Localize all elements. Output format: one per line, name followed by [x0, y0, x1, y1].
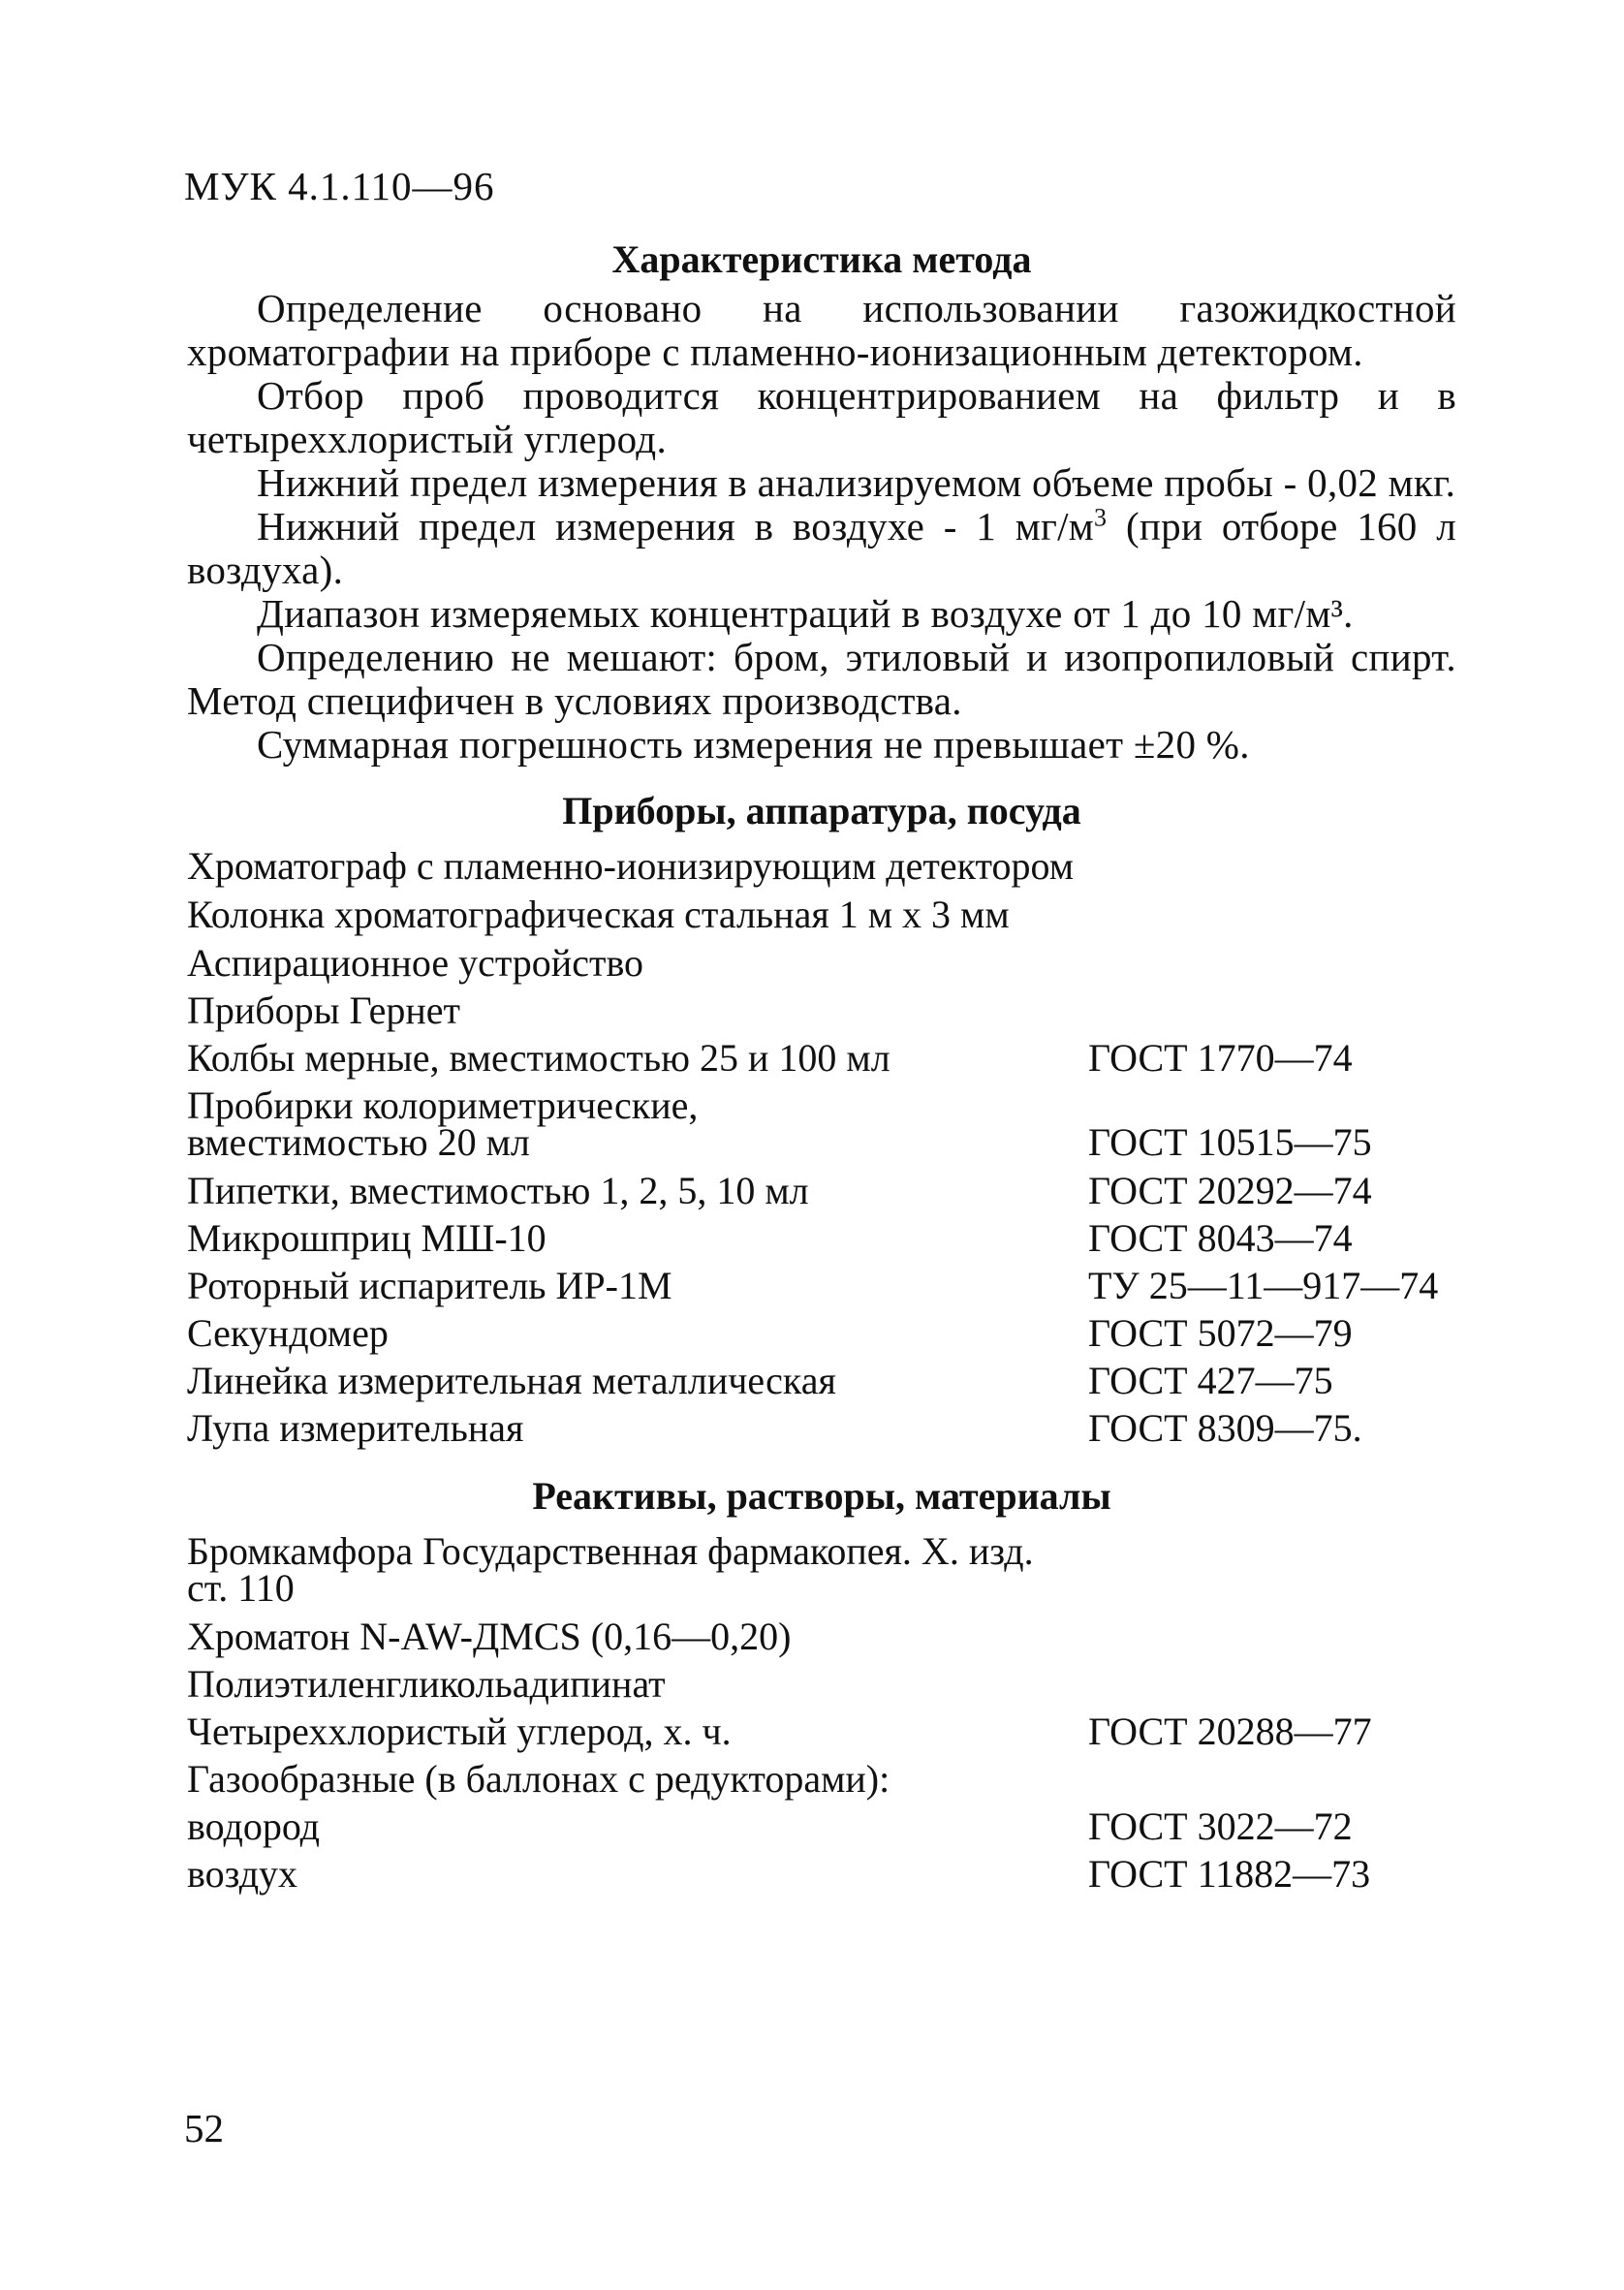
- list-item: [187, 842, 1456, 891]
- item-standard: ГОСТ 3022—72: [1088, 1804, 1353, 1848]
- item-name: Роторный испаритель ИР-1М: [187, 1264, 672, 1307]
- list-item: [187, 891, 1456, 939]
- item-standard: ГОСТ 20292—74: [1088, 1169, 1372, 1212]
- list-item: [187, 1404, 1456, 1452]
- limit-air-after: (при отборе 160 л воздуха).: [187, 504, 1456, 592]
- item-standard: ГОСТ 5072—79: [1088, 1311, 1353, 1355]
- document-code: МУК 4.1.110—96: [184, 164, 495, 208]
- item-name: Бромкамфора Государственная фармакопея. X. изд. ст. 110: [187, 1529, 1034, 1610]
- item-standard: ГОСТ 10515—75: [1088, 1120, 1372, 1164]
- list-item: [187, 1309, 1456, 1357]
- item-name: водород: [187, 1804, 321, 1848]
- paragraph: Отбор проб проводится концентрированием на фильтр и в четыреххлористый углерод.: [187, 373, 1456, 461]
- paragraph-limit-air: [187, 505, 1456, 592]
- item-name: Микрошприц МШ-10: [187, 1216, 547, 1260]
- list-item: [187, 1357, 1456, 1404]
- item-name: Хроматограф с пламенно-ионизирующим детектором: [187, 844, 1075, 888]
- item-standard: ГОСТ 427—75: [1088, 1359, 1333, 1402]
- paragraph: Нижний предел измерения в анализируемом объеме пробы - 0,02 мкг.: [257, 460, 1456, 505]
- limit-air-before: Нижний предел измерения в воздухе - 1 мг/м: [257, 504, 1095, 549]
- item-standard: ГОСТ 1770—74: [1088, 1036, 1353, 1080]
- item-name: Газообразные (в баллонах с редукторами):: [187, 1757, 890, 1801]
- list-item: [187, 1755, 1456, 1803]
- list-item: [187, 939, 1456, 987]
- section-title-reagents: Реактивы, растворы, материалы: [532, 1474, 1111, 1518]
- paragraph: Определение основано на использовании газожидкостной хроматографии на приборе с пламенно-ионизационным детектором.: [187, 286, 1456, 374]
- item-name: Колбы мерные, вместимостью 25 и 100 мл: [187, 1036, 890, 1080]
- list-item: [187, 1082, 1456, 1167]
- list-item: [187, 987, 1456, 1034]
- list-item: [187, 1708, 1456, 1755]
- item-name: Лупа измерительная: [187, 1406, 524, 1450]
- item-name: Пипетки, вместимостью 1, 2, 5, 10 мл: [187, 1169, 809, 1212]
- list-item: [187, 1613, 1456, 1660]
- paragraph: Диапазон измеряемых концентраций в воздухе от 1 до 10 мг/м³.: [257, 591, 1354, 636]
- list-item: [187, 1527, 1456, 1613]
- page-number: 52: [184, 2106, 224, 2150]
- item-name: Секундомер: [187, 1311, 389, 1355]
- method-paragraphs: [187, 287, 1456, 767]
- document-body: [187, 233, 1456, 1898]
- item-standard: ГОСТ 8309—75.: [1088, 1406, 1362, 1450]
- reagents-list: [187, 1527, 1456, 1898]
- section-title-equipment: Приборы, аппаратура, посуда: [562, 789, 1081, 832]
- limit-air-sup: 3: [1094, 503, 1108, 532]
- list-item: [187, 1167, 1456, 1214]
- item-name: Хроматон N-AW-ДMCS (0,16—0,20): [187, 1615, 792, 1658]
- list-item: [187, 1803, 1456, 1850]
- list-item: [187, 1660, 1456, 1708]
- paragraph: Суммарная погрешность измерения не превышает ±20 %.: [257, 722, 1250, 767]
- list-item: [187, 1214, 1456, 1262]
- item-standard: ГОСТ 8043—74: [1088, 1216, 1353, 1260]
- list-item: [187, 1034, 1456, 1082]
- item-standard: ТУ 25—11—917—74: [1088, 1264, 1439, 1307]
- equipment-list: [187, 842, 1456, 1452]
- paragraph: Определению не мешают: бром, этиловый и изопропиловый спирт. Метод специфичен в условиях производства.: [187, 635, 1456, 723]
- item-name: воздух: [187, 1852, 298, 1896]
- list-item: [187, 1850, 1456, 1898]
- item-standard: ГОСТ 20288—77: [1088, 1710, 1372, 1753]
- item-name: Аспирационное устройство: [187, 941, 644, 985]
- item-name: Четыреххлористый углерод, х. ч.: [187, 1710, 732, 1753]
- item-name: Колонка хроматографическая стальная 1 м х 3 мм: [187, 893, 1010, 936]
- item-name: Полиэтиленгликольадипинат: [187, 1662, 666, 1706]
- item-name: Линейка измерительная металлическая: [187, 1359, 836, 1402]
- item-name: Приборы Гернет: [187, 988, 460, 1032]
- list-item: [187, 1262, 1456, 1309]
- item-standard: ГОСТ 11882—73: [1088, 1852, 1371, 1896]
- item-name: Пробирки колориметрические, вместимостью 20 мл: [187, 1083, 699, 1164]
- section-title-method: Характеристика метода: [611, 237, 1032, 281]
